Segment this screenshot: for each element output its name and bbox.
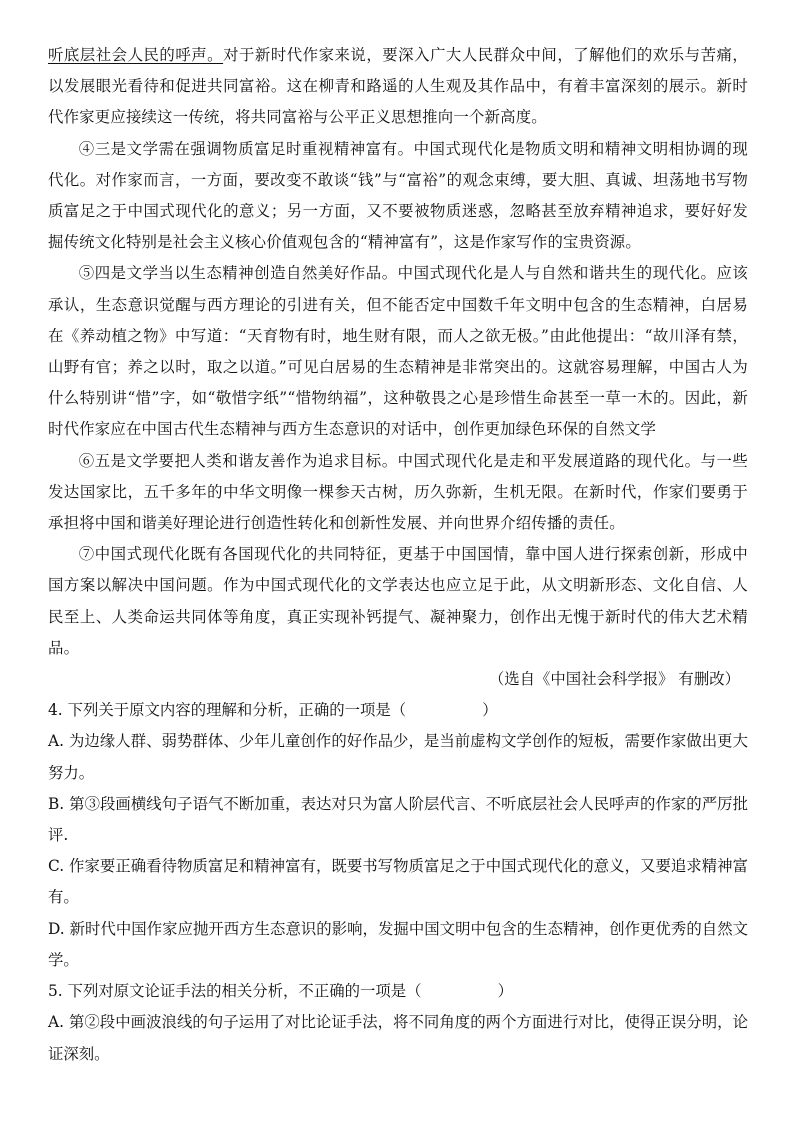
question-5-stem-close: ） bbox=[497, 982, 513, 1001]
question-4-stem bbox=[48, 695, 748, 726]
question-4-stem-close: ） bbox=[482, 701, 498, 720]
question-4-option-d: D. 新时代中国作家应抛开西方生态意识的影响，发掘中国文明中包含的生态精神，创作更优秀的自然文学。 bbox=[48, 919, 748, 969]
underlined-sentence: 听底层社会人民的呼声。 bbox=[48, 46, 224, 64]
question-4-stem-text: 4. 下列关于原文内容的理解和分析，正确的一项是（ bbox=[48, 701, 407, 720]
paragraph-5: ⑤四是文学当以生态精神创造自然美好作品。中国式现代化是人与自然和谐共生的现代化。应该承认，生态意识觉醒与西方理论的引进有关，但不能否定中国数千年文明中包含的生态精神，白居易在《养动植之物》中写道：“天育物有时，地生财有限，而人之欲无极。”由此他提出：“故川泽有禁，山野有官；养之以时，取之以道。”可见白居易的生态精神是非常突出的。这就容易理解，中国古人为什么特别讲“惜”字，如“敬惜字纸”“惜物纳福”，这种敬畏之心是珍惜生命甚至一草一木的。因此，新时代作家应在中国古代生态精神与西方生态意识的对话中，创作更加绿色环保的自然文学 bbox=[48, 264, 748, 439]
source-citation: （选自《中国社会科学报》 有删改） bbox=[488, 670, 740, 689]
question-5-stem-text: 5. 下列对原文论证手法的相关分析，不正确的一项是（ bbox=[48, 982, 422, 1001]
question-4-option-a: A. 为边缘人群、弱势群体、少年儿童创作的好作品少，是当前虚构文学创作的短板，需要作家做出更大努力。 bbox=[48, 732, 748, 782]
paragraph-7: ⑦中国式现代化既有各国现代化的共同特征，更基于中国国情，靠中国人进行探索创新，形成中国方案以解决中国问题。作为中国式现代化的文学表达也应立足于此，从文明新形态、文化自信、人民至上、人类命运共同体等角度，真正实现补钙提气、凝神聚力，创作出无愧于新时代的伟大艺术精品。 bbox=[48, 545, 748, 657]
paragraph-4: ④三是文学需在强调物质富足时重视精神富有。中国式现代化是物质文明和精神文明相协调的现代化。对作家而言，一方面，要改变不敢谈“钱”与“富裕”的观念束缚，要大胆、真诚、坦荡地书写物质富足之于中国式现代化的意义；另一方面，又不要被物质迷惑，忽略甚至放弃精神追求，要好好发掘传统文化特别是社会主义核心价值观包含的“精神富有”，这是作家写作的宝贵资源。 bbox=[48, 139, 748, 252]
document-page bbox=[48, 40, 748, 1070]
paragraph-3-text: 对于新时代作家来说，要深入广大人民群众中间，了解他们的欢乐与苦痛，以发展眼光看待和促进共同富裕。这在柳青和路遥的人生观及其作品中，有着丰富深刻的展示。新时代作家更应接续这一传统，将共同富裕与公平正义思想推向一个新高度。 bbox=[48, 46, 749, 127]
question-4-option-b: B. 第③段画横线句子语气不断加重，表达对只为富人阶层代言、不听底层社会人民呼声的作家的严厉批评. bbox=[48, 794, 748, 845]
question-4-option-c: C. 作家要正确看待物质富足和精神富有，既要书写物质富足之于中国式现代化的意义，又要追求精神富有。 bbox=[48, 857, 748, 907]
paragraph-6: ⑥五是文学要把人类和谐友善作为追求目标。中国式现代化是走和平发展道路的现代化。与一些发达国家比，五千多年的中华文明像一棵参天古树，历久弥新，生机无限。在新时代，作家们要勇于承担将中国和谐美好理论进行创造性转化和创新性发展、并向世界介绍传播的责任。 bbox=[48, 451, 748, 533]
paragraph-3-continuation bbox=[48, 40, 748, 134]
question-5-option-a: A. 第②段中画波浪线的句子运用了对比论证手法，将不同角度的两个方面进行对比，使得正误分明，论证深刻。 bbox=[48, 1013, 748, 1063]
question-5-stem bbox=[48, 976, 748, 1007]
